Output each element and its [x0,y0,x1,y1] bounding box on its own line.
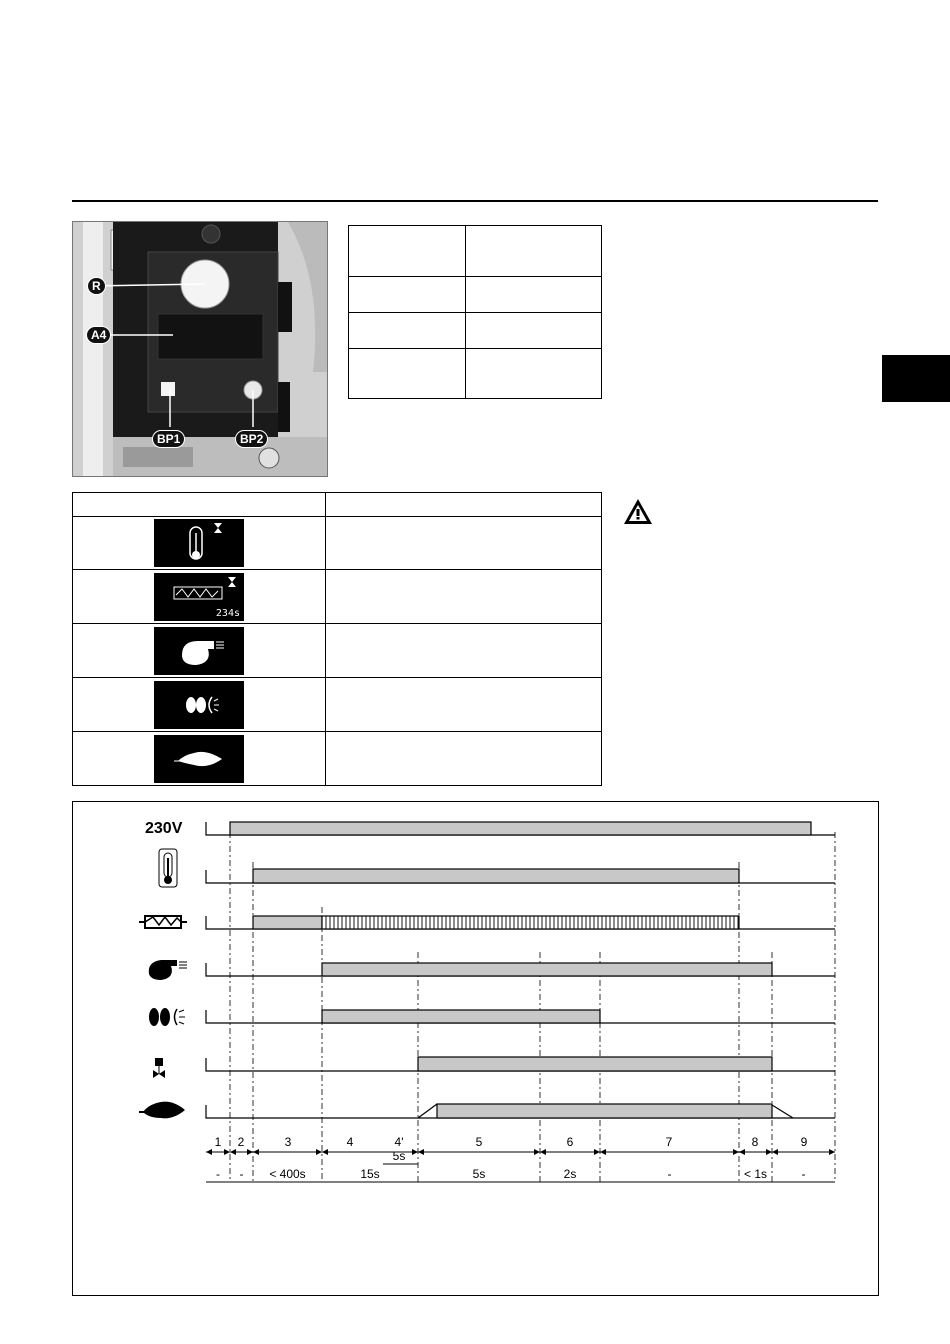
arrowhead [418,1149,424,1155]
burner-photo [72,221,328,477]
arrowhead [247,1149,253,1155]
duration-label: - [667,1167,672,1181]
table-cell [466,349,602,399]
timing-diagram-drawing [73,802,878,1295]
reference-table [348,225,602,399]
status-row [73,517,326,570]
description-cell [326,570,602,624]
header-cell [326,493,602,517]
phase-label: 7 [665,1135,673,1149]
duration-label: 2s [563,1167,577,1181]
arrowhead [253,1149,259,1155]
arrowhead [206,1149,212,1155]
duration-label: < 400s [269,1167,306,1181]
description-cell [326,732,602,786]
signal-bars [230,822,811,1118]
arrowhead [600,1149,606,1155]
table-cell [349,226,466,277]
duration-label: - [801,1167,806,1181]
table-cell [349,313,466,349]
duration-label: - [216,1167,220,1181]
table-cell [349,349,466,399]
table-cell [349,277,466,313]
ignition-icon [154,681,244,729]
arrowhead [534,1149,540,1155]
phase-label: 8 [751,1135,759,1149]
phase-label: 4 [346,1135,354,1149]
phase-label: 2 [237,1135,245,1149]
arrowhead [540,1149,546,1155]
section-tab [882,355,950,402]
label-r: R [87,277,106,295]
status-icon-table [72,492,602,786]
arrowhead [322,1149,328,1155]
arrowhead [772,1149,778,1155]
description-cell [326,624,602,678]
signal-icons [139,849,187,1118]
header-rule [72,200,878,202]
description-cell [326,678,602,732]
duration-label: 15s [360,1167,380,1181]
arrowhead [733,1149,739,1155]
table-cell [466,226,602,277]
burner-photo-drawing [73,222,327,476]
warning-icon [623,498,653,530]
arrowhead [766,1149,772,1155]
phase-label: 1 [214,1135,222,1149]
status-row [73,732,326,786]
thermometer-wait-icon [154,519,244,567]
duration-label: - [239,1167,244,1181]
phase-label: 5 [475,1135,483,1149]
status-row [73,624,326,678]
duration-label: 5s [472,1167,486,1181]
signal-230v-label: 230V [145,820,183,837]
label-bp1: BP1 [152,430,185,448]
phase-lines [230,832,835,1182]
duration-label: < 1s [743,1167,767,1181]
sub-duration-label: 5s [392,1149,406,1163]
flame-icon [154,735,244,783]
timing-diagram [72,801,879,1296]
phase-label: 6 [566,1135,574,1149]
table-cell [466,313,602,349]
header-cell [73,493,326,517]
fan-icon [154,627,244,675]
arrowhead [594,1149,600,1155]
status-row [73,678,326,732]
phase-label: 9 [800,1135,808,1149]
phase-label: 3 [284,1135,292,1149]
arrowhead [739,1149,745,1155]
arrowhead [224,1149,230,1155]
arrowhead [829,1149,835,1155]
preheat-counter: 234s [215,607,240,619]
label-a4: A4 [86,326,111,344]
table-cell [466,277,602,313]
phase-label: 4' [394,1135,404,1149]
status-row [73,570,326,624]
arrowhead [230,1149,236,1155]
label-bp2: BP2 [235,430,268,448]
description-cell [326,517,602,570]
preheat-wait-icon [154,573,244,621]
arrowhead [316,1149,322,1155]
